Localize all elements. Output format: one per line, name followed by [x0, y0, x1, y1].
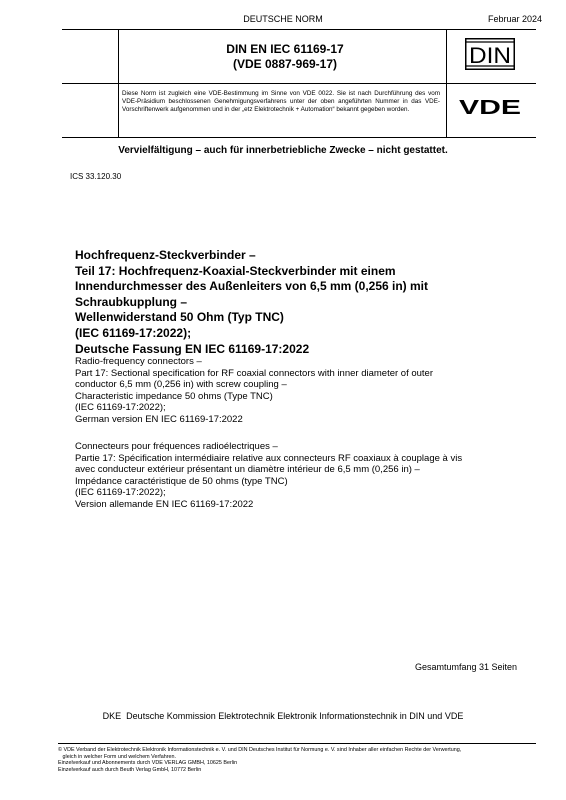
- footer-line: Einzelverkauf und Abonnements durch VDE VERLAG GMBH, 10625 Berlin: [58, 760, 238, 767]
- title-german-line: (IEC 61169-17:2022);: [75, 325, 192, 340]
- title-french-line: Version allemande EN IEC 61169-17:2022: [75, 498, 254, 510]
- title-french-line: (IEC 61169-17:2022);: [75, 487, 166, 498]
- title-english-line: Part 17: Sectional specification for RF coaxial connectors with inner diameter of outer: [75, 367, 434, 379]
- standard-type: DEUTSCHE NORM: [243, 14, 323, 24]
- title-french: [75, 441, 515, 510]
- title-french-line: Connecteurs pour fréquences radioélectriques –: [75, 441, 278, 452]
- vde-regulation-note: Diese Norm ist zugleich eine VDE-Bestimmung im Sinne von VDE 0022. Sie ist nach Durchführung des vom VDE-Präsidium beschlossenen Genehmigungsverfahrens unter der oben angeführten Nummer in das VDE-Vorschriftenwerk aufgenommen und in der „etz Elektrotechnik + Automation“ bekannt gegeben worden.: [122, 90, 440, 114]
- din-logo: [465, 38, 515, 75]
- footer-rule: [58, 743, 536, 744]
- title-english: [75, 356, 515, 425]
- svg-text:DIN: DIN: [469, 43, 511, 68]
- title-english-line: German version EN IEC 61169-17:2022: [75, 413, 243, 425]
- header-box-bottom-line: [62, 137, 536, 138]
- vde-logo: [456, 96, 524, 123]
- title-french-line: Partie 17: Spécification intermédiaire relative aux connecteurs RF coaxiaux à couplage à vis: [75, 452, 463, 464]
- publication-date: Februar 2024: [487, 14, 542, 24]
- footer-line: © VDE Verband der Elektrotechnik Elektronik Informationstechnik e. V. und DIN Deutsches Institut für Normung e. V. sind Inhaber aller einfachen Rechte der Verwertung,: [58, 747, 462, 753]
- title-german-line: Teil 17: Hochfrequenz-Koaxial-Steckverbinder mit einem: [75, 263, 396, 278]
- title-german: [75, 248, 495, 357]
- title-german-line: Hochfrequenz-Steckverbinder –: [75, 248, 256, 262]
- title-french-line: Impédance caractéristique de 50 ohms (type TNC): [75, 475, 288, 487]
- footer-line: Einzelverkauf auch durch Beuth Verlag GmbH, 10772 Berlin: [58, 767, 202, 774]
- copyright-footer: [58, 747, 538, 774]
- title-french-line: avec conducteur extérieur présentant un diamètre intérieur de 6,5 mm (0,256 in) –: [75, 464, 420, 475]
- total-pages: Gesamtumfang 31 Seiten: [414, 662, 517, 672]
- reproduction-notice: Vervielfältigung – auch für innerbetriebliche Zwecke – nicht gestattet.: [118, 145, 448, 156]
- title-german-line: Wellenwiderstand 50 Ohm (Typ TNC): [75, 310, 284, 325]
- title-german-line: Schraubkupplung –: [75, 294, 188, 309]
- title-english-line: Radio-frequency connectors –: [75, 356, 202, 367]
- ics-code: ICS 33.120.30: [70, 172, 122, 181]
- committee-line: DKE Deutsche Kommission Elektrotechnik Elektronik Informationstechnik in DIN und VDE: [102, 711, 464, 721]
- document-number: DIN EN IEC 61169-17: [226, 42, 344, 56]
- title-german-line: Innendurchmesser des Außenleiters von 6,5 mm (0,256 in) mit: [75, 279, 428, 294]
- title-english-line: Characteristic impedance 50 ohms (Type TNC): [75, 390, 273, 402]
- header-box-left-divider: [118, 29, 119, 137]
- header-box-middle-line: [62, 83, 536, 84]
- header-box-right-divider: [446, 29, 447, 137]
- header-box-top-line: [62, 29, 536, 30]
- title-english-line: (IEC 61169-17:2022);: [75, 402, 166, 413]
- title-german-line: Deutsche Fassung EN IEC 61169-17:2022: [75, 341, 310, 356]
- footer-line: gleich in welcher Form und welchem Verfahren.: [58, 753, 177, 760]
- title-english-line: conductor 6,5 mm (0,256 in) with screw coupling –: [75, 379, 287, 390]
- vde-number: (VDE 0887-969-17): [232, 57, 338, 71]
- svg-text:VDE: VDE: [459, 97, 521, 118]
